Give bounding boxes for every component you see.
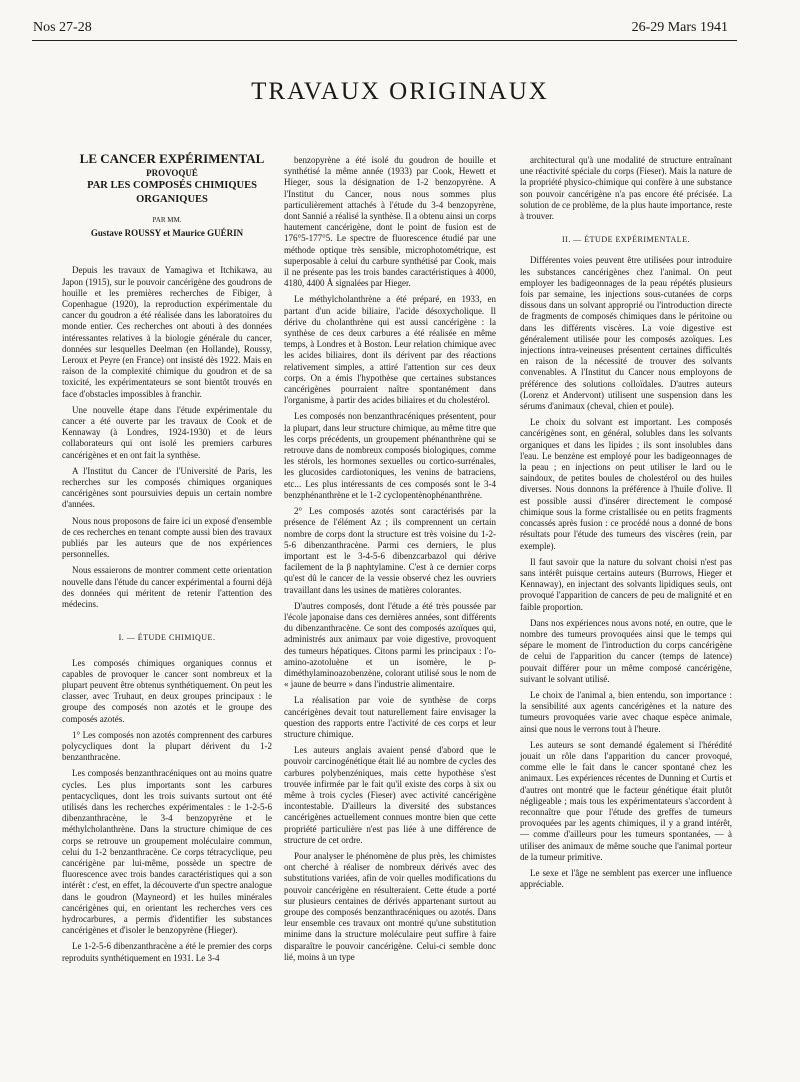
paragraph: Nous nous proposons de faire ici un exposé d'ensemble de ces recherches en tenant compte aussi bien des travaux publiés par les auteurs que de nos expériences personnelles.: [62, 515, 272, 560]
paragraph: La réalisation par voie de synthèse de corps cancérigènes devait tout naturellement faire envisager la question des rapports entre l'activité de ces corps et leur structure chimique.: [284, 695, 496, 739]
paragraph: Les composés non benzanthracéniques présentent, pour la plupart, dans leur structure chimique, au même titre que les corps précédents, un groupement phénanthrène qui se retrouve dans de nombreux composés biologiques, comme les stérols, les hormones sexuelles ou cortico-surrénales, les glucosides cardiotoniques, les venins de batraciens, etc... Les plus intéressants de ces composés sont le 3-4 benzphénanthrène et le 1-2 cyclopentènophénanthrène.: [284, 411, 496, 500]
col3-paragraphs: [520, 155, 732, 222]
col2-paragraphs: [284, 155, 496, 963]
paragraph: Dans nos expériences nous avons noté, en outre, que le nombre des tumeurs provoquées ainsi que le temps qui sépare le moment de l'introduction du corps cancérigène de celui de l'apparition du cancer (temps de latence) pouvait différer pour un même composé cancérigène, suivant le solvant utilisé.: [520, 617, 732, 684]
paragraph: Les composés benzanthracéniques ont au moins quatre cycles. Les plus importants sont les carbures pentacycliques, dont les trois suivants surtout ont été utilisés dans les recherches expérimentales : le 1-2-5-6 dibenzanthracène, le 3-4 benzopyrène et le méthylcholanthrène. Dans la structure chimique de ces corps se retrouve un groupement moléculaire commun, celui du 1-2 benzanthracène. Ce corps tétracyclique, peu cancérigène par lui-même, possède un spectre de fluorescence avec trois bandes caractéristiques qui a son intérêt : c'est, en effet, la découverte d'un spectre analogue dans le goudron (Mayneord) et les huiles minérales cancérigènes qui, en orientant les recherches vers ces hydrocarbures, a permis d'identifier les substances cancérigènes et d'isoler le benzopyrène (Hieger).: [62, 768, 272, 936]
paragraph: D'autres composés, dont l'étude a été très poussée par l'école japonaise dans ces dernières années, sont différents du dibenzanthracène. Ce sont des composés azoïques qui, administrés aux animaux par voie digestive, provoquent des tumeurs hépatiques. Citons parmi les principaux : l'o-amino-azotoluène et un isomère, le p-diméthylaminoazobenzène, colorant utilisé sous le nom de « jaune de beurre » dans l'industrie alimentaire.: [284, 600, 496, 690]
article-subtitle-1: PROVOQUÉ: [146, 168, 198, 178]
par-label: PAR MM.: [152, 216, 182, 224]
article-title: LE CANCER EXPÉRIMENTAL: [79, 151, 265, 166]
article-subtitle-2: PAR LES COMPOSÉS CHIMIQUES: [87, 180, 257, 191]
issue-date: 26-29 Mars 1941: [631, 20, 728, 35]
paragraph: Le méthylcholanthrène a été préparé, en 1933, en partant d'un acide biliaire, l'acide désoxycholique. Il dérive du cholanthrène qui est aussi cancérigène : la synthèse de ces deux carbures a été réalisée en même temps, à Londres et à Boston. Leur relation chimique avec les acides biliaires, dont ils dérivent par des réactions relativement simples, a attiré l'attention sur ces deux corps. On a émis l'hypothèse que certaines substances cancérigènes pourraient naître spontanément dans l'organisme, à partir des acides biliaires et du cholestérol.: [284, 294, 496, 406]
paragraph: Le sexe et l'âge ne semblent pas exercer une influence appréciable.: [520, 867, 732, 890]
issue-number: Nos 27-28: [33, 20, 92, 35]
paragraph: 2° Les composés azotés sont caractérisés par la présence de l'élément Az ; ils comprennent un certain nombre de corps dont la structure est très voisine du 1-2-5-6 dibenzanthracène. Parmi ces derniers, le plus important est le 3-4-5-6 dibenzcarbazol qui dérive facilement de la β naphtylamine. C'est à ce dernier corps qu'est dû le cancer de la vessie observé chez les ouvriers travaillant dans les usines de matières colorantes.: [284, 506, 496, 595]
col1-paragraphs: [62, 265, 272, 610]
col3b-paragraphs: [520, 255, 732, 890]
column-3: [520, 150, 732, 1070]
paragraph: Depuis les travaux de Yamagiwa et Itchikawa, au Japon (1915), sur le pouvoir cancérigène des goudrons de houille et les premières recherches de Fibiger, à Copenhague (1920), la reproduction expérimentale du cancer du goudron a été réalisée dans les laboratoires du monde entier. Ces recherches ont abouti à des données intéressantes relatives à la biologie générale du cancer, données sur lesquelles Deelman (en Hollande), Roussy, Leroux et Peyre (en France) ont insisté dès 1922. Mais en raison de la complexité chimique du goudron et de sa toxicité, les expérimentateurs se sont bientôt trouvés en face d'obstacles impossibles à franchir.: [62, 265, 272, 399]
paragraph: Pour analyser le phénomène de plus près, les chimistes ont cherché à réaliser de nombreux dérivés avec des substitutions variées, afin de voir quelles modifications du pouvoir cancérigène en résulteraient. Cette étude a porté sur plusieurs centaines de dérivés appartenant surtout au groupe des composés benzanthracéniques ou azotés. Dans leur ensemble ces travaux ont montré qu'une substitution minime dans la structure moléculaire peut suffire à faire disparaître le pouvoir cancérigène. Celui-ci semble donc lié, moins à un type: [284, 850, 496, 962]
paragraph: architectural qu'à une modalité de structure entraînant une réactivité spéciale du corps (Fieser). Mais la nature de la propriété physico-chimique qui confère à une substance son pouvoir cancérigène n'a pas encore été précisée. La solution de ce problème, de la plus haute importance, reste à trouver.: [520, 155, 732, 222]
paragraph: Le 1-2-5-6 dibenzanthracène a été le premier des corps reproduits synthétiquement en 1931. Le 3-4: [62, 941, 272, 963]
section-heading-experimental: II. — ÉTUDE EXPÉRIMENTALE.: [561, 235, 691, 245]
section-title: TRAVAUX ORIGINAUX: [251, 78, 549, 105]
paragraph: Différentes voies peuvent être utilisées pour introduire les substances cancérigènes chez l'animal. On peut employer les badigeonnages de la peau répétés plusieurs fois par semaine, les injections sous-cutanées de corps dissous dans un solvant approprié ou l'introduction directe de fragments de composés chimiques dans le péritoine ou dans les différents viscères. La voie digestive est généralement utilisée pour les composés azoïques. Les injections intra-veineuses présentent certaines difficultés en raison de la nécessité de trouver des solvants convenables. A l'Institut du Cancer nous employons de préférence des solutions colloïdales. D'autres auteurs (Lorenz et Andervont) utilisent une suspension dans les sérums d'animaux (cheval, chien et poule).: [520, 255, 732, 412]
col1b-paragraphs: [62, 658, 272, 964]
paragraph: Les auteurs anglais avaient pensé d'abord que le pouvoir carcinogénétique était lié au nombre de cycles des carbures polybenzéniques, mais cette hypothèse s'est trouvée infirmée par le fait qu'il existe des corps à six ou même à trois cycles (Fieser) avec activité cancérigène incontestable. D'ailleurs la diversité des substances cancérigènes actuellement connues montre bien que cette propriété particulière n'est pas liée à une différence de structure de cet ordre.: [284, 745, 496, 845]
paragraph: A l'Institut du Cancer de l'Université de Paris, les recherches sur les composés chimiques organiques cancérigènes sont poursuivies depuis un certain nombre d'années.: [62, 465, 272, 510]
paragraph: Les composés chimiques organiques connus et capables de provoquer le cancer sont nombreux et la plupart peuvent être obtenus synthétiquement. On peut les classer, avec Truhaut, en deux groupes principaux : le groupe des composés non azotés et le groupe des composés azotés.: [62, 657, 272, 724]
paragraph: benzopyrène a été isolé du goudron de houille et synthétisé la même année (1933) par Cook, Hewett et Hieger, sous la désignation de 1-2 benzopyrène. A l'Institut du Cancer, nous nous sommes plus particulièrement attachés à l'étude du 3-4 benzopyrène, dont Sannié a réalisé la synthèse. Il a obtenu ainsi un corps hautement cancérigène, dont le point de fusion est de 176°5-177°5. Le spectre de fluorescence étudié par une méthode optique très sensible, microphotométrique, est superposable à celui du carbure synthétisé par Cook, mais il ne présente pas les trois bandes caractéristiques à 4000, 4180, 4400 Å signalées par Hieger.: [284, 155, 496, 289]
authors: Gustave ROUSSY et Maurice GUÉRIN: [90, 228, 244, 239]
column-1: [62, 150, 272, 1070]
paragraph: Une nouvelle étape dans l'étude expérimentale du cancer a été ouverte par les travaux de Cook et de Kennaway (à Londres, 1924-1930) et de leurs collaborateurs qui ont isolé les premiers carbures cancérigènes et en ont fait la synthèse.: [62, 404, 272, 460]
header-rule: [32, 40, 737, 41]
paragraph: Le choix du solvant est important. Les composés cancérigènes sont, en général, solubles dans les solvants organiques et dans les lipides ; ils sont insolubles dans l'eau. Le benzène est employé pour les badigeonnages de la peau ; en injections on peut utiliser le lard ou le saindoux, de petites boules de cholestérol ou des huiles diverses. Nous donnons la préférence à l'huile d'olive. Il est possible aussi d'insérer directement le composé chimique sous la forme cristallisée ou en petits fragments concassés après fusion : ce procédé nous a donné de bons résultats pour l'étude des tumeurs des viscères (rein, par exemple).: [520, 417, 732, 551]
column-2: [284, 150, 496, 1070]
paragraph: Les auteurs se sont demandé également si l'hérédité jouait un rôle dans l'apparition du cancer provoqué, comme elle le fait dans le cancer spontané chez les animaux. Les expériences récentes de Dunning et Curtis et d'autres ont montré que le facteur génétique était plutôt négligeable ; mais tous les expérimentateurs s'accordent à reconnaître que pour l'étude des greffes de tumeurs provoquées par les agents chimiques, il y a grand intérêt, — comme d'ailleurs pour les tumeurs spontanées, — à utiliser des animaux de même souche que l'animal porteur de la tumeur primitive.: [520, 739, 732, 862]
paragraph: 1° Les composés non azotés comprennent des carbures polycycliques dont la plupart dérivent du 1-2 benzanthracène.: [62, 729, 272, 763]
article-subtitle-3: ORGANIQUES: [136, 194, 208, 205]
section-heading-chemistry: I. — ÉTUDE CHIMIQUE.: [118, 633, 216, 643]
paragraph: Il faut savoir que la nature du solvant choisi n'est pas sans intérêt puisque certains auteurs (Burrows, Hieger et Kennaway), en injectant des solvants lipidiques seuls, ont provoqué l'apparition de cancers de peu de malignité et en faible proportion.: [520, 556, 732, 612]
paragraph: Nous essaierons de montrer comment cette orientation nouvelle dans l'étude du cancer expérimental a fourni déjà des données qui méritent de retenir l'attention des médecins.: [62, 565, 272, 610]
paragraph: Le choix de l'animal a, bien entendu, son importance : la sensibilité aux agents cancérigènes et la nature des tumeurs provoquées varie avec chaque espèce animale, ainsi que nous le verrons tout à l'heure.: [520, 689, 732, 734]
